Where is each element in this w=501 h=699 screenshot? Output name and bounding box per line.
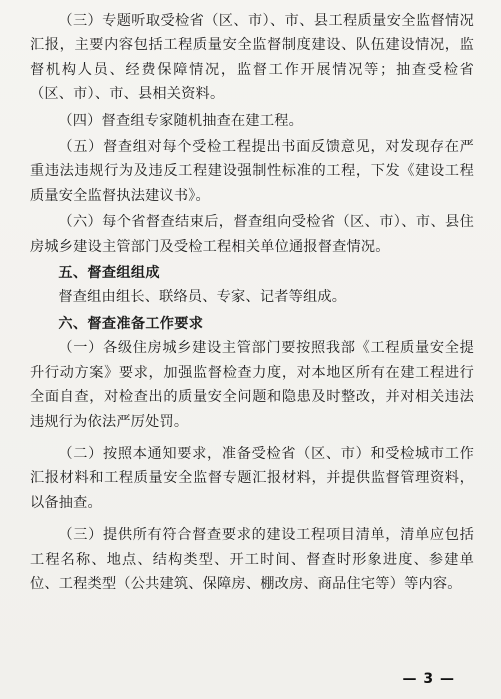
page-number: — 3 —: [402, 671, 455, 687]
paragraph-team-composition: 督查组由组长、联络员、专家、记者等组成。: [58, 289, 347, 306]
section-heading-6: 六、督查准备工作要求: [58, 315, 204, 332]
paragraph-item-5: （五）督查组对每个受检工程提出书面反馈意见，对发现存在严重违法违规行为及违反工程建设强制性标准的工程，下发《建设工程质量安全监督执法建议书》。: [30, 139, 474, 204]
paragraph-item-3: （三）专题听取受检省（区、市）、市、县工程质量安全监督情况汇报，主要内容包括工程质量安全监督制度建设、队伍建设情况，监督机构人员、经费保障情况，监督工作开展情况等；抽查受检省（区、市）、市、县相关资料。: [30, 13, 474, 103]
paragraph-item-4: （四）督查组专家随机抽查在建工程。: [58, 112, 303, 129]
section-heading-5: 五、督查组组成: [58, 265, 160, 282]
paragraph-requirement-3: （三）提供所有符合督查要求的建设工程项目清单，清单应包括工程名称、地点、结构类型、开工时间、督查时形象进度、参建单位、工程类型（公共建筑、保障房、棚改房、商品住宅等）等内容。: [30, 527, 474, 592]
paragraph-requirement-2: （二）按照本通知要求，准备受检省（区、市）和受检城市工作汇报材料和工程质量安全监督专题汇报材料，并提供监督管理资料，以备抽查。: [30, 445, 474, 511]
paragraph-requirement-1: （一）各级住房城乡建设主管部门要按照我部《工程质量安全提升行动方案》要求，加强监督检查力度，对本地区所有在建工程进行全面自查，对检查出的质量安全问题和隐患及时整改，并对相关违法违规行为依法严厉处罚。: [30, 340, 474, 430]
paragraph-item-6: （六）每个省督查结束后，督查组向受检省（区、市）、市、县住房城乡建设主管部门及受检工程相关单位通报督查情况。: [30, 214, 474, 255]
document-body: [30, 9, 474, 596]
